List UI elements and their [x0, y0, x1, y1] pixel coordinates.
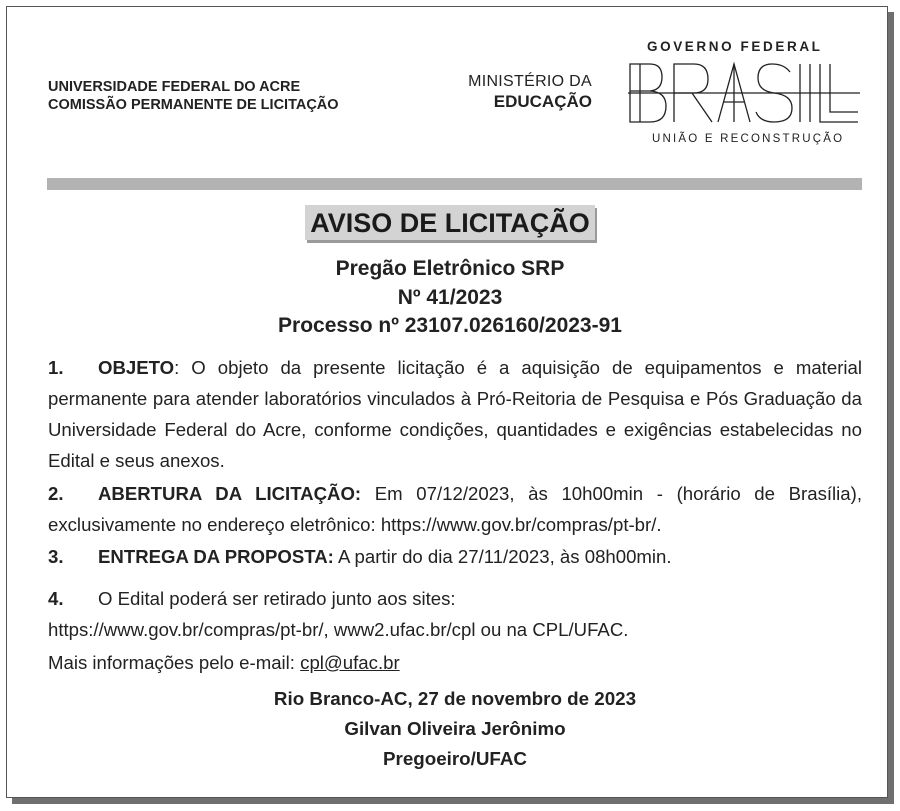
item-sites: https://www.gov.br/compras/pt-br/, www2.ufac.br/cpl ou na CPL/UFAC.	[48, 619, 629, 640]
item-number: 1.	[48, 357, 64, 378]
slogan: UNIÃO E RECONSTRUÇÃO	[652, 133, 845, 145]
email-link[interactable]: cpl@ufac.br	[300, 652, 400, 673]
brasil-logo	[626, 60, 862, 126]
item-text: O Edital poderá ser retirado junto aos sites:	[98, 588, 456, 609]
more-info	[48, 647, 862, 678]
institution-header	[48, 78, 339, 114]
item-number: 4.	[48, 588, 64, 609]
subtitle-modality: Pregão Eletrônico SRP	[335, 257, 565, 280]
title-wrapper	[0, 205, 900, 240]
item-text: : O objeto da presente licitação é a aquisição de equipamentos e material permanente para atender laboratórios vinculados à Pró-Reitoria de Pesquisa e Pós Graduação da Universidade Federal do Acre, conforme condições, quantidades e exigências estabelecidas no Edital e seus anexos.	[48, 357, 862, 471]
header-divider	[47, 178, 862, 190]
item-text: A partir do dia 27/11/2023, às 08h00min.	[333, 546, 672, 567]
subtitle-number: Nº 41/2023	[397, 285, 503, 309]
gov-label: GOVERNO FEDERAL	[647, 39, 823, 54]
item-label: ENTREGA DA PROPOSTA:	[98, 546, 334, 567]
item-label: OBJETO	[98, 357, 175, 378]
item-number: 3.	[48, 546, 64, 567]
ministry-line2: EDUCAÇÃO	[493, 92, 592, 111]
item-label: ABERTURA DA LICITAÇÃO:	[98, 483, 362, 504]
item-edital	[48, 583, 862, 645]
item-objeto	[48, 352, 862, 476]
notice-title: AVISO DE LICITAÇÃO	[305, 205, 595, 240]
signer-role: Pregoeiro/UFAC	[382, 748, 527, 769]
place-date: Rio Branco-AC, 27 de novembro de 2023	[273, 688, 637, 709]
more-info-text: Mais informações pelo e-mail:	[48, 652, 301, 673]
item-text: Em 07/12/2023, às 10h00min - (horário de Brasília), exclusivamente no endereço eletrônico: https://www.gov.br/compras/pt-br/.	[48, 483, 862, 535]
item-entrega	[48, 541, 862, 572]
item-abertura	[48, 478, 862, 540]
subtitle-process: Processo nº 23107.026160/2023-91	[278, 314, 622, 337]
ministry-line1: MINISTÉRIO DA	[468, 73, 592, 90]
signer-name: Gilvan Oliveira Jerônimo	[344, 718, 566, 739]
institution-name: UNIVERSIDADE FEDERAL DO ACRE	[48, 79, 301, 95]
notice-subtitle	[0, 255, 900, 341]
item-number: 2.	[48, 483, 64, 504]
ministry-logo	[454, 72, 592, 112]
signature-block	[0, 684, 900, 774]
commission-name: COMISSÃO PERMANENTE DE LICITAÇÃO	[48, 97, 339, 113]
